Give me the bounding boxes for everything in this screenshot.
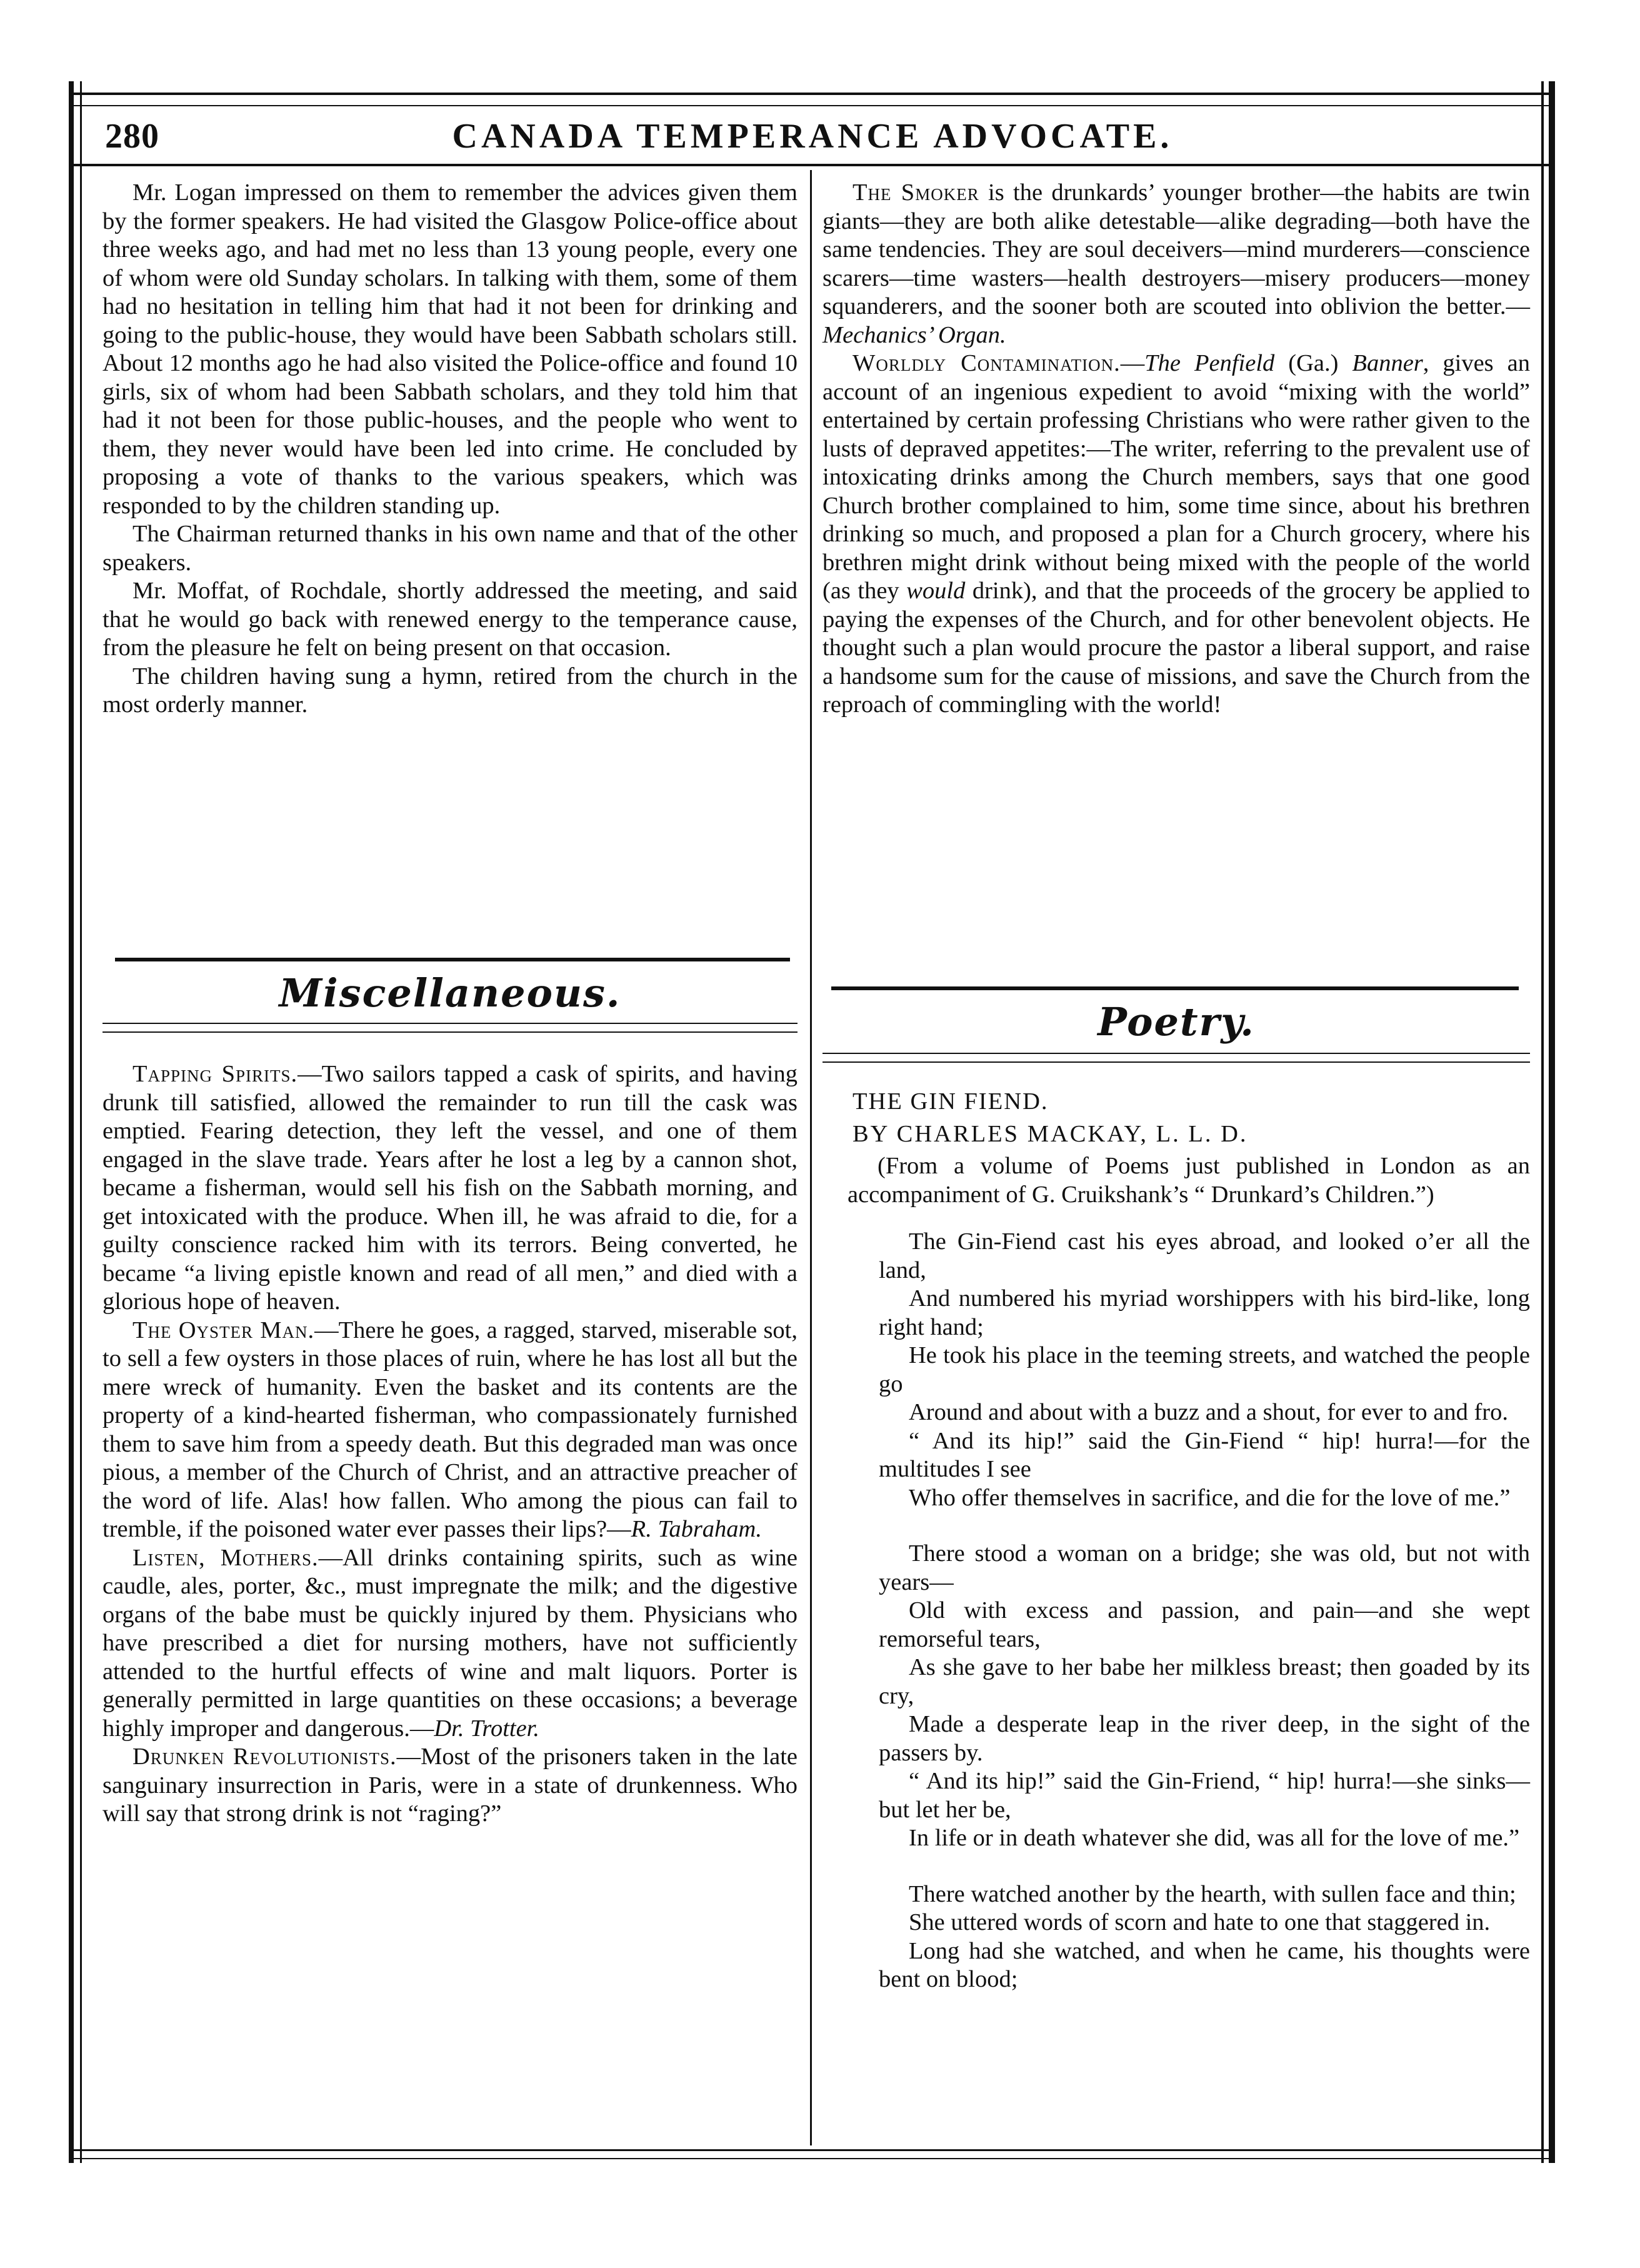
section-rule bbox=[115, 958, 790, 961]
paragraph: Mr. Logan impressed on them to remember the advices given them by the former speakers. He had visited the Glasgow Police-office about three weeks ago, and had met no less than 13 young people, every one of whom were old Sunday scholars. In talking with them, some of them had no hesitation in telling him that had it not been for drinking and going to the public-house, they would have been Sabbath scholars still. About 12 months ago he had also visited the Police-office and found 10 girls, six of whom had been Sabbath scholars, and they told him that had it not been for those public-houses, and the people who went to them, they never would have been led into crime. He concluded by proposing a vote of thanks to the various speakers, which was responded to by the children standing up. bbox=[102, 179, 798, 519]
misc-item-lead: Tapping Spirits. bbox=[132, 1061, 298, 1087]
header-rule bbox=[74, 164, 1549, 166]
poem-line: There stood a woman on a bridge; she was old, but not with years— bbox=[879, 1540, 1530, 1595]
poem-line: As she gave to her babe her milkless breast; then goaded by its cry, bbox=[879, 1654, 1530, 1709]
page-number: 280 bbox=[105, 117, 159, 156]
misc-item: Drunken Revolutionists.—Most of the prisoners taken in the late sanguinary insurrection in Paris, were in a state of drunkenness. Who will say that strong drink is not “raging?” bbox=[102, 1744, 798, 1827]
section-title-miscellaneous: Miscellaneous. bbox=[279, 970, 621, 1016]
poem bbox=[822, 1088, 1530, 1994]
bottom-rule bbox=[74, 2149, 1549, 2151]
article-source: Mechanics’ Organ. bbox=[822, 321, 1006, 348]
poem-line: In life or in death whatever she did, was all for the love of me.” bbox=[909, 1825, 1520, 1851]
bottom-rule-thin bbox=[74, 2158, 1549, 2159]
section-title-poetry: Poetry. bbox=[1098, 999, 1255, 1045]
poem-line: There watched another by the hearth, with sullen face and thin; bbox=[909, 1880, 1516, 1907]
poem-line: And numbered his myriad worshippers with his bird-like, long right hand; bbox=[879, 1285, 1530, 1340]
misc-item-lead: Drunken Revolutionists. bbox=[132, 1744, 397, 1770]
poem-line: The Gin-Fiend cast his eyes abroad, and looked o’er all the land, bbox=[879, 1228, 1530, 1283]
poem-line: She uttered words of scorn and hate to one that staggered in. bbox=[909, 1909, 1491, 1935]
poem-line: Long had she watched, and when he came, his thoughts were bent on blood; bbox=[879, 1937, 1530, 1992]
misc-item: Tapping Spirits.—Two sailors tapped a cask of spirits, and having drunk till satisfied, allowed the remainder to run till the cask was emptied. Fearing detection, they left the vessel, and one of them engaged in the slave trade. Years after he lost a leg by a cannon shot, became a fisherman, would sell his fish on the Sabbath morning, and get intoxicated with the produce. When ill, he was afraid to die, for a guilty conscience racked him with its terrors. Being converted, he became “a living epistle known and read of all men,” and died with a glorious hope of heaven. bbox=[102, 1061, 798, 1315]
poem-line: Who offer themselves in sacrifice, and die for the love of me.” bbox=[909, 1484, 1511, 1511]
poem-line: “ And its hip!” said the Gin-Fiend “ hip! hurra!—for the multitudes I see bbox=[879, 1427, 1530, 1482]
poem-line: He took his place in the teeming streets, and watched the people go bbox=[879, 1342, 1530, 1397]
miscellaneous-items bbox=[102, 1060, 798, 1829]
section-rule-thin bbox=[102, 1031, 798, 1033]
poem-stanza bbox=[822, 1880, 1530, 1994]
poem-line: Around and about with a buzz and a shout, for ever to and fro. bbox=[909, 1399, 1509, 1425]
misc-item-source: R. Tabraham. bbox=[631, 1516, 762, 1542]
article-lead: The Smoker bbox=[852, 179, 979, 206]
poem-stanza bbox=[822, 1228, 1530, 1512]
left-column bbox=[102, 179, 798, 720]
top-rule-thin bbox=[74, 105, 1549, 106]
frame-left-inner-rule bbox=[80, 81, 82, 2163]
misc-item-source: Dr. Trotter. bbox=[434, 1715, 540, 1742]
section-rule-thin bbox=[822, 1061, 1530, 1063]
misc-item-lead: Listen, Mothers. bbox=[132, 1544, 319, 1571]
frame-left-rule bbox=[69, 81, 74, 2163]
section-rule-thin bbox=[102, 1023, 798, 1024]
poem-note: (From a volume of Poems just published in London as an accompaniment of G. Cruikshank’s “ Drunkard’s Children.”) bbox=[848, 1153, 1530, 1208]
top-rule bbox=[74, 93, 1549, 95]
frame-right-rule bbox=[1549, 81, 1555, 2163]
misc-item: The Oyster Man.—There he goes, a ragged, starved, miserable sot, to sell a few oysters in those places of ruin, where he has lost all but the mere wreck of humanity. Even the basket and its contents are the property of a kind-hearted fisherman, who compassionately furnished them to save him from a speedy death. But this degraded man was once pious, a member of the Church of Christ, and an attractive preacher of the word of life. Alas! how fallen. Who among the pious can fail to tremble, if the poisoned water ever passes their lips?—R. Tabraham. bbox=[102, 1317, 798, 1542]
poem-stanza bbox=[822, 1540, 1530, 1853]
misc-item-lead: The Oyster Man. bbox=[132, 1317, 315, 1343]
poem-title: THE GIN FIEND. bbox=[852, 1088, 1049, 1115]
section-rule bbox=[831, 986, 1519, 990]
poem-line: “ And its hip!” said the Gin-Friend, “ hip! hurra!—she sinks—but let her be, bbox=[879, 1768, 1530, 1823]
running-title: CANADA TEMPERANCE ADVOCATE. bbox=[452, 117, 1173, 156]
column-divider bbox=[810, 170, 812, 2145]
paragraph: The children having sung a hymn, retired from the church in the most orderly manner. bbox=[102, 663, 798, 718]
article-lead: Worldly Contamination. bbox=[852, 350, 1121, 376]
section-rule-thin bbox=[822, 1053, 1530, 1054]
right-column-top bbox=[822, 179, 1530, 720]
poem-line: Old with excess and passion, and pain—and she wept remorseful tears, bbox=[879, 1597, 1530, 1652]
poem-byline: BY CHARLES MACKAY, L. L. D. bbox=[852, 1120, 1248, 1147]
misc-item: Listen, Mothers.—All drinks containing spirits, such as wine caudle, ales, porter, &c., must impregnate the milk; and the digestive organs of the babe must be quickly injured by them. Physicians who have prescribed a diet for nursing mothers, have not sufficiently attended to the hurtful effects of wine and malt liquors. Porter is generally permitted in large quantities on these occasions; a beverage highly improper and dangerous.—Dr. Trotter. bbox=[102, 1544, 798, 1742]
paragraph: The Chairman returned thanks in his own name and that of the other speakers. bbox=[102, 521, 798, 576]
article-smoker: The Smoker is the drunkards’ younger brother—the habits are twin giants—they are both alike detestable—alike degrading—both have the same tendencies. They are soul deceivers—mind murderers—conscience scarers—time wasters—health destroyers—misery producers—money squanderers, and the sooner both are scouted into oblivion the better.—Mechanics’ Organ. bbox=[822, 179, 1530, 348]
paragraph: Mr. Moffat, of Rochdale, shortly addressed the meeting, and said that he would go back with renewed energy to the temperance cause, from the pleasure he felt on being present on that occasion. bbox=[102, 578, 798, 661]
poem-line: Made a desperate leap in the river deep, in the sight of the passers by. bbox=[879, 1711, 1530, 1766]
article-worldly-contamination: Worldly Contamination.—The Penfield (Ga.) Banner, gives an account of an ingenious expedient to avoid “mixing with the world” entertained by certain professing Christians who were rather given to the lusts of depraved appetites:—The writer, referring to the prevalent use of intoxicating drinks among the Church members, says that one good Church brother complained to him, some time since, about his brethren drinking so much, and proposed a plan for a Church grocery, where his brethren might drink without being mixed with the people of the world (as they would drink), and that the proceeds of the grocery be applied to paying the expenses of the Church, and for other benevolent objects. He thought such a plan would procure the pastor a liberal support, and raise a handsome sum for the cause of missions, and save the Church from the reproach of commingling with the world! bbox=[822, 350, 1530, 718]
frame-right-inner-rule bbox=[1541, 81, 1544, 2163]
